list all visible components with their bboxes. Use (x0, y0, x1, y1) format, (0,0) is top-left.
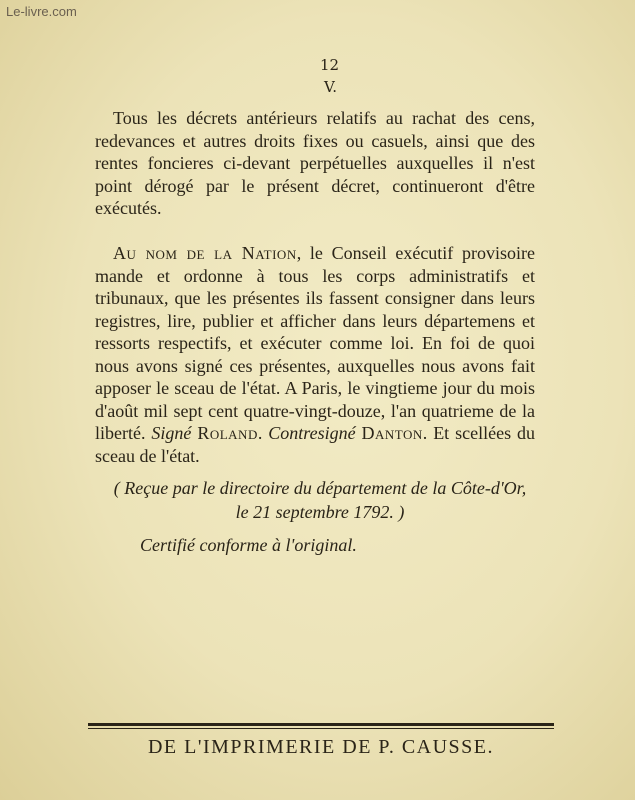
nation-lead: Au nom de la Nation (113, 243, 297, 263)
contresigne-label: Contresigné (268, 423, 356, 443)
promulgation-end: . Et scellées du sceau de l'état. (95, 423, 535, 466)
receipt-line-2: le 21 septembre 1792. ) (235, 502, 405, 522)
receipt-note (90, 476, 550, 524)
promulgation-text: , le Conseil exécutif provisoire mande et ordonne à tous les corps administratifs et tribunaux, que les présentes ils fassent consigner dans leurs registres, lire, publier et afficher dans leurs départemens et ressorts respectifs, et exécuter comme loi. En foi de quoi nous avons signé ces présentes, auxquelles nous avons fait apposer le sceau de l'état. A Paris, le vingtieme jour du mois d'août mil sept cent quatre-vingt-douze, l'an quatrieme de la liberté. (95, 243, 535, 443)
signer-roland: Roland (197, 423, 258, 443)
signe-label: Signé (151, 423, 192, 443)
page-number: 12 (320, 56, 340, 74)
paragraph-article: Tous les décrets antérieurs relatifs au rachat des cens, redevances et autres droits fixes ou casuels, ainsi que des rentes foncieres ci-devant perpétuelles auxquelles il n'est point dérogé par le présent décret, continueront d'être exécutés. (95, 108, 535, 218)
certification: Certifié conforme à l'original. (140, 535, 357, 555)
rule-thick (88, 723, 554, 726)
rule-thin (88, 728, 554, 729)
receipt-line-1: ( Reçue par le directoire du département de la Côte-d'Or, (113, 478, 527, 498)
paragraph-promulgation: Au nom de la Nation, le Conseil exécutif provisoire mande et ordonne à tous les corps administratifs et tribunaux, que les présentes ils fassent consigner dans leurs registres, lire, publier et afficher dans leurs départemens et ressorts respectifs, et exécuter comme loi. En foi de quoi nous avons signé ces présentes, auxquelles nous avons fait apposer le sceau de l'état. A Paris, le vingtieme jour du mois d'août mil sept cent quatre-vingt-douze, l'an quatrieme de la liberté. Signé Roland. Contresigné Danton. Et scellées du sceau de l'état. (95, 243, 535, 466)
printer-imprint: DE L'IMPRIMERIE DE P. CAUSSE. (147, 736, 495, 758)
countersigner-danton: Danton (361, 423, 423, 443)
section-number: V. (324, 78, 337, 96)
watermark: Le-livre.com (6, 4, 77, 19)
